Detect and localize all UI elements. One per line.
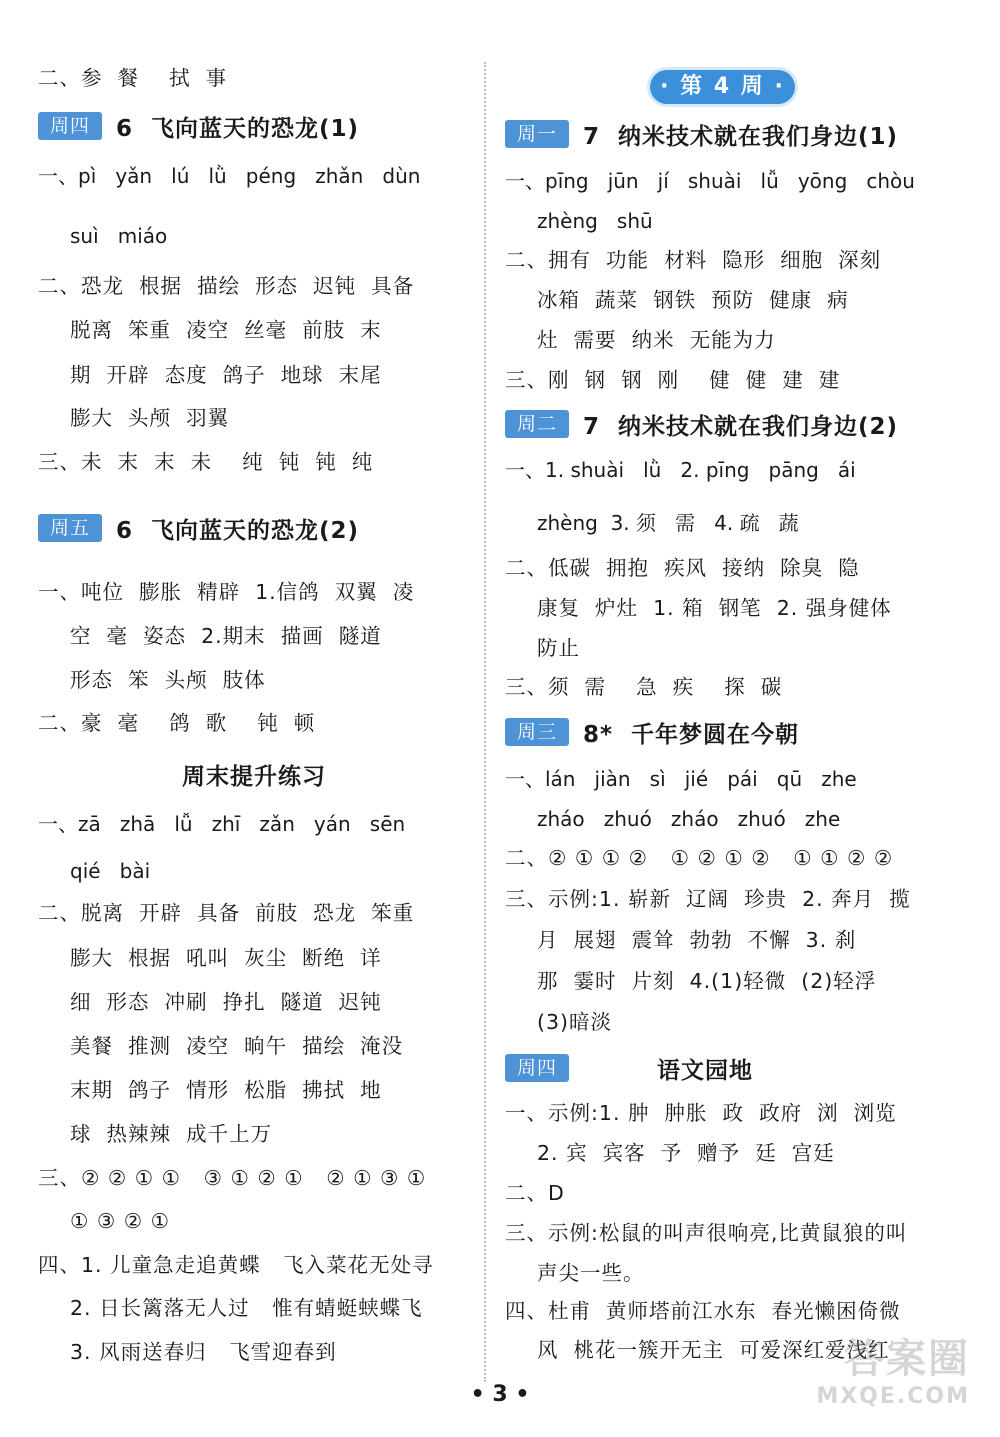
answer-line: 三、刚 钢 钢 刚 健 健 建 建 — [505, 368, 841, 392]
answer-line: 那 霎时 片刻 4.(1)轻微 (2)轻浮 — [537, 969, 877, 993]
answer-line: 三、示例:1. 崭新 辽阔 珍贵 2. 奔月 揽 — [505, 887, 911, 911]
answer-line: 二、豪 毫 鸽 歌 钝 顿 — [38, 711, 316, 735]
answer-line: 2. 宾 宾客 予 赠予 廷 宫廷 — [537, 1141, 835, 1165]
day-tag: 周五 — [38, 514, 102, 542]
answer-line: zhèng shū — [537, 209, 653, 233]
answer-line: 一、吨位 膨胀 精辟 1.信鸽 双翼 凌 — [38, 580, 415, 604]
week-badge: · 第 4 周 · — [650, 70, 795, 104]
answer-line: 一、lán jiàn sì jié pái qū zhe — [505, 767, 857, 791]
answer-line: 二、D — [505, 1181, 565, 1205]
answer-line: 三、须 需 急 疾 探 碳 — [505, 675, 783, 699]
day-tag: 周四 — [505, 1054, 569, 1082]
lesson-title: 7 纳米技术就在我们身边(1) — [583, 123, 899, 150]
answer-line: 期 开辟 态度 鸽子 地球 末尾 — [70, 363, 382, 387]
answer-line: 声尖一些。 — [537, 1261, 645, 1285]
answer-line: 形态 笨 头颅 肢体 — [70, 668, 266, 692]
watermark-url: MXQE.COM — [816, 1384, 970, 1409]
answer-line: 四、杜甫 黄师塔前江水东 春光懒困倚微 — [505, 1299, 901, 1323]
answer-line: 细 形态 冲刷 挣扎 隧道 迟钝 — [70, 990, 382, 1014]
answer-line: 球 热辣辣 成千上万 — [70, 1122, 273, 1146]
answer-line: 三、示例:松鼠的叫声很响亮,比黄鼠狼的叫 — [505, 1221, 908, 1245]
answer-line: 一、pì yǎn lú lǜ péng zhǎn dùn — [38, 164, 421, 188]
column-divider — [484, 62, 486, 1382]
section-header — [505, 118, 898, 150]
lesson-title: 7 纳米技术就在我们身边(2) — [583, 413, 899, 440]
answer-line: 二、脱离 开辟 具备 前肢 恐龙 笨重 — [38, 901, 415, 925]
lesson-title: 8* 千年梦圆在今朝 — [583, 721, 800, 748]
lesson-title: 语文园地 — [657, 1057, 754, 1084]
site-watermark — [816, 1327, 970, 1409]
answer-line: 灶 需要 纳米 无能为力 — [537, 328, 776, 352]
section-header — [505, 716, 799, 748]
answer-line: 二、恐龙 根据 描绘 形态 迟钝 具备 — [38, 274, 415, 298]
answer-line: 四、1. 儿童急走追黄蝶 飞入菜花无处寻 — [38, 1253, 434, 1277]
answer-line: 空 毫 姿态 2.期末 描画 隧道 — [70, 624, 382, 648]
answer-line: 二、拥有 功能 材料 隐形 细胞 深刻 — [505, 248, 882, 272]
answer-line: zháo zhuó zháo zhuó zhe — [537, 807, 841, 831]
section-header — [505, 408, 898, 440]
watermark-logo: 答案圈 — [844, 1336, 970, 1382]
day-tag: 周二 — [505, 410, 569, 438]
lesson-title: 6 飞向蓝天的恐龙(1) — [116, 115, 360, 142]
answer-line: 膨大 根据 吼叫 灰尘 断绝 详 — [70, 946, 382, 970]
answer-line: 3. 风雨送春归 飞雪迎春到 — [70, 1340, 337, 1364]
answer-line: 一、pīng jūn jí shuài lǚ yōng chòu — [505, 169, 915, 193]
answer-line: 二、低碳 拥抱 疾风 接纳 除臭 隐 — [505, 556, 860, 580]
section-header — [38, 110, 359, 142]
answer-line: 末期 鸽子 情形 松脂 拂拭 地 — [70, 1078, 382, 1102]
answer-line: (3)暗淡 — [537, 1010, 613, 1034]
answer-line: zhèng 3. 须 需 4. 疏 蔬 — [537, 511, 799, 535]
answer-line: 三、未 末 末 未 纯 钝 钝 纯 — [38, 450, 374, 474]
answer-line: 美餐 推测 凌空 晌午 描绘 淹没 — [70, 1034, 404, 1058]
answer-line: 三、② ② ① ① ③ ① ② ① ② ① ③ ① — [38, 1166, 427, 1190]
answer-line: 一、1. shuài lǜ 2. pīng pāng ái — [505, 458, 856, 482]
page-number: • 3 • — [470, 1382, 530, 1407]
answer-line: ① ③ ② ① — [70, 1209, 171, 1233]
answer-line: 月 展翅 震耸 勃勃 不懈 3. 刹 — [537, 928, 857, 952]
answer-line: 风 桃花一簇开无主 可爱深红爱浅红 — [537, 1338, 890, 1362]
answer-line: 一、示例:1. 肿 肿胀 政 政府 浏 浏览 — [505, 1101, 897, 1125]
answer-line: 康复 炉灶 1. 箱 钢笔 2. 强身健体 — [537, 596, 892, 620]
lesson-title: 6 飞向蓝天的恐龙(2) — [116, 517, 360, 544]
day-tag: 周一 — [505, 120, 569, 148]
section-title: 周末提升练习 — [182, 764, 326, 790]
answer-line: 脱离 笨重 凌空 丝毫 前肢 末 — [70, 318, 382, 342]
answer-line: 防止 — [537, 636, 580, 660]
answer-line: 膨大 头颅 羽翼 — [70, 406, 230, 430]
answer-line: suì miáo — [70, 224, 168, 248]
answer-line: qié bài — [70, 859, 151, 883]
section-header — [38, 512, 359, 544]
day-tag: 周四 — [38, 112, 102, 140]
answer-line: 二、② ① ① ② ① ② ① ② ① ① ② ② — [505, 846, 894, 870]
answer-line: 冰箱 蔬菜 钢铁 预防 健康 病 — [537, 288, 849, 312]
answer-line: 一、zā zhā lǚ zhī zǎn yán sēn — [38, 812, 406, 836]
day-tag: 周三 — [505, 718, 569, 746]
section-header — [505, 1052, 753, 1084]
answer-line: 2. 日长篱落无人过 惟有蜻蜓蛱蝶飞 — [70, 1296, 423, 1320]
answer-line: 二、参 餐 拭 事 — [38, 66, 228, 90]
